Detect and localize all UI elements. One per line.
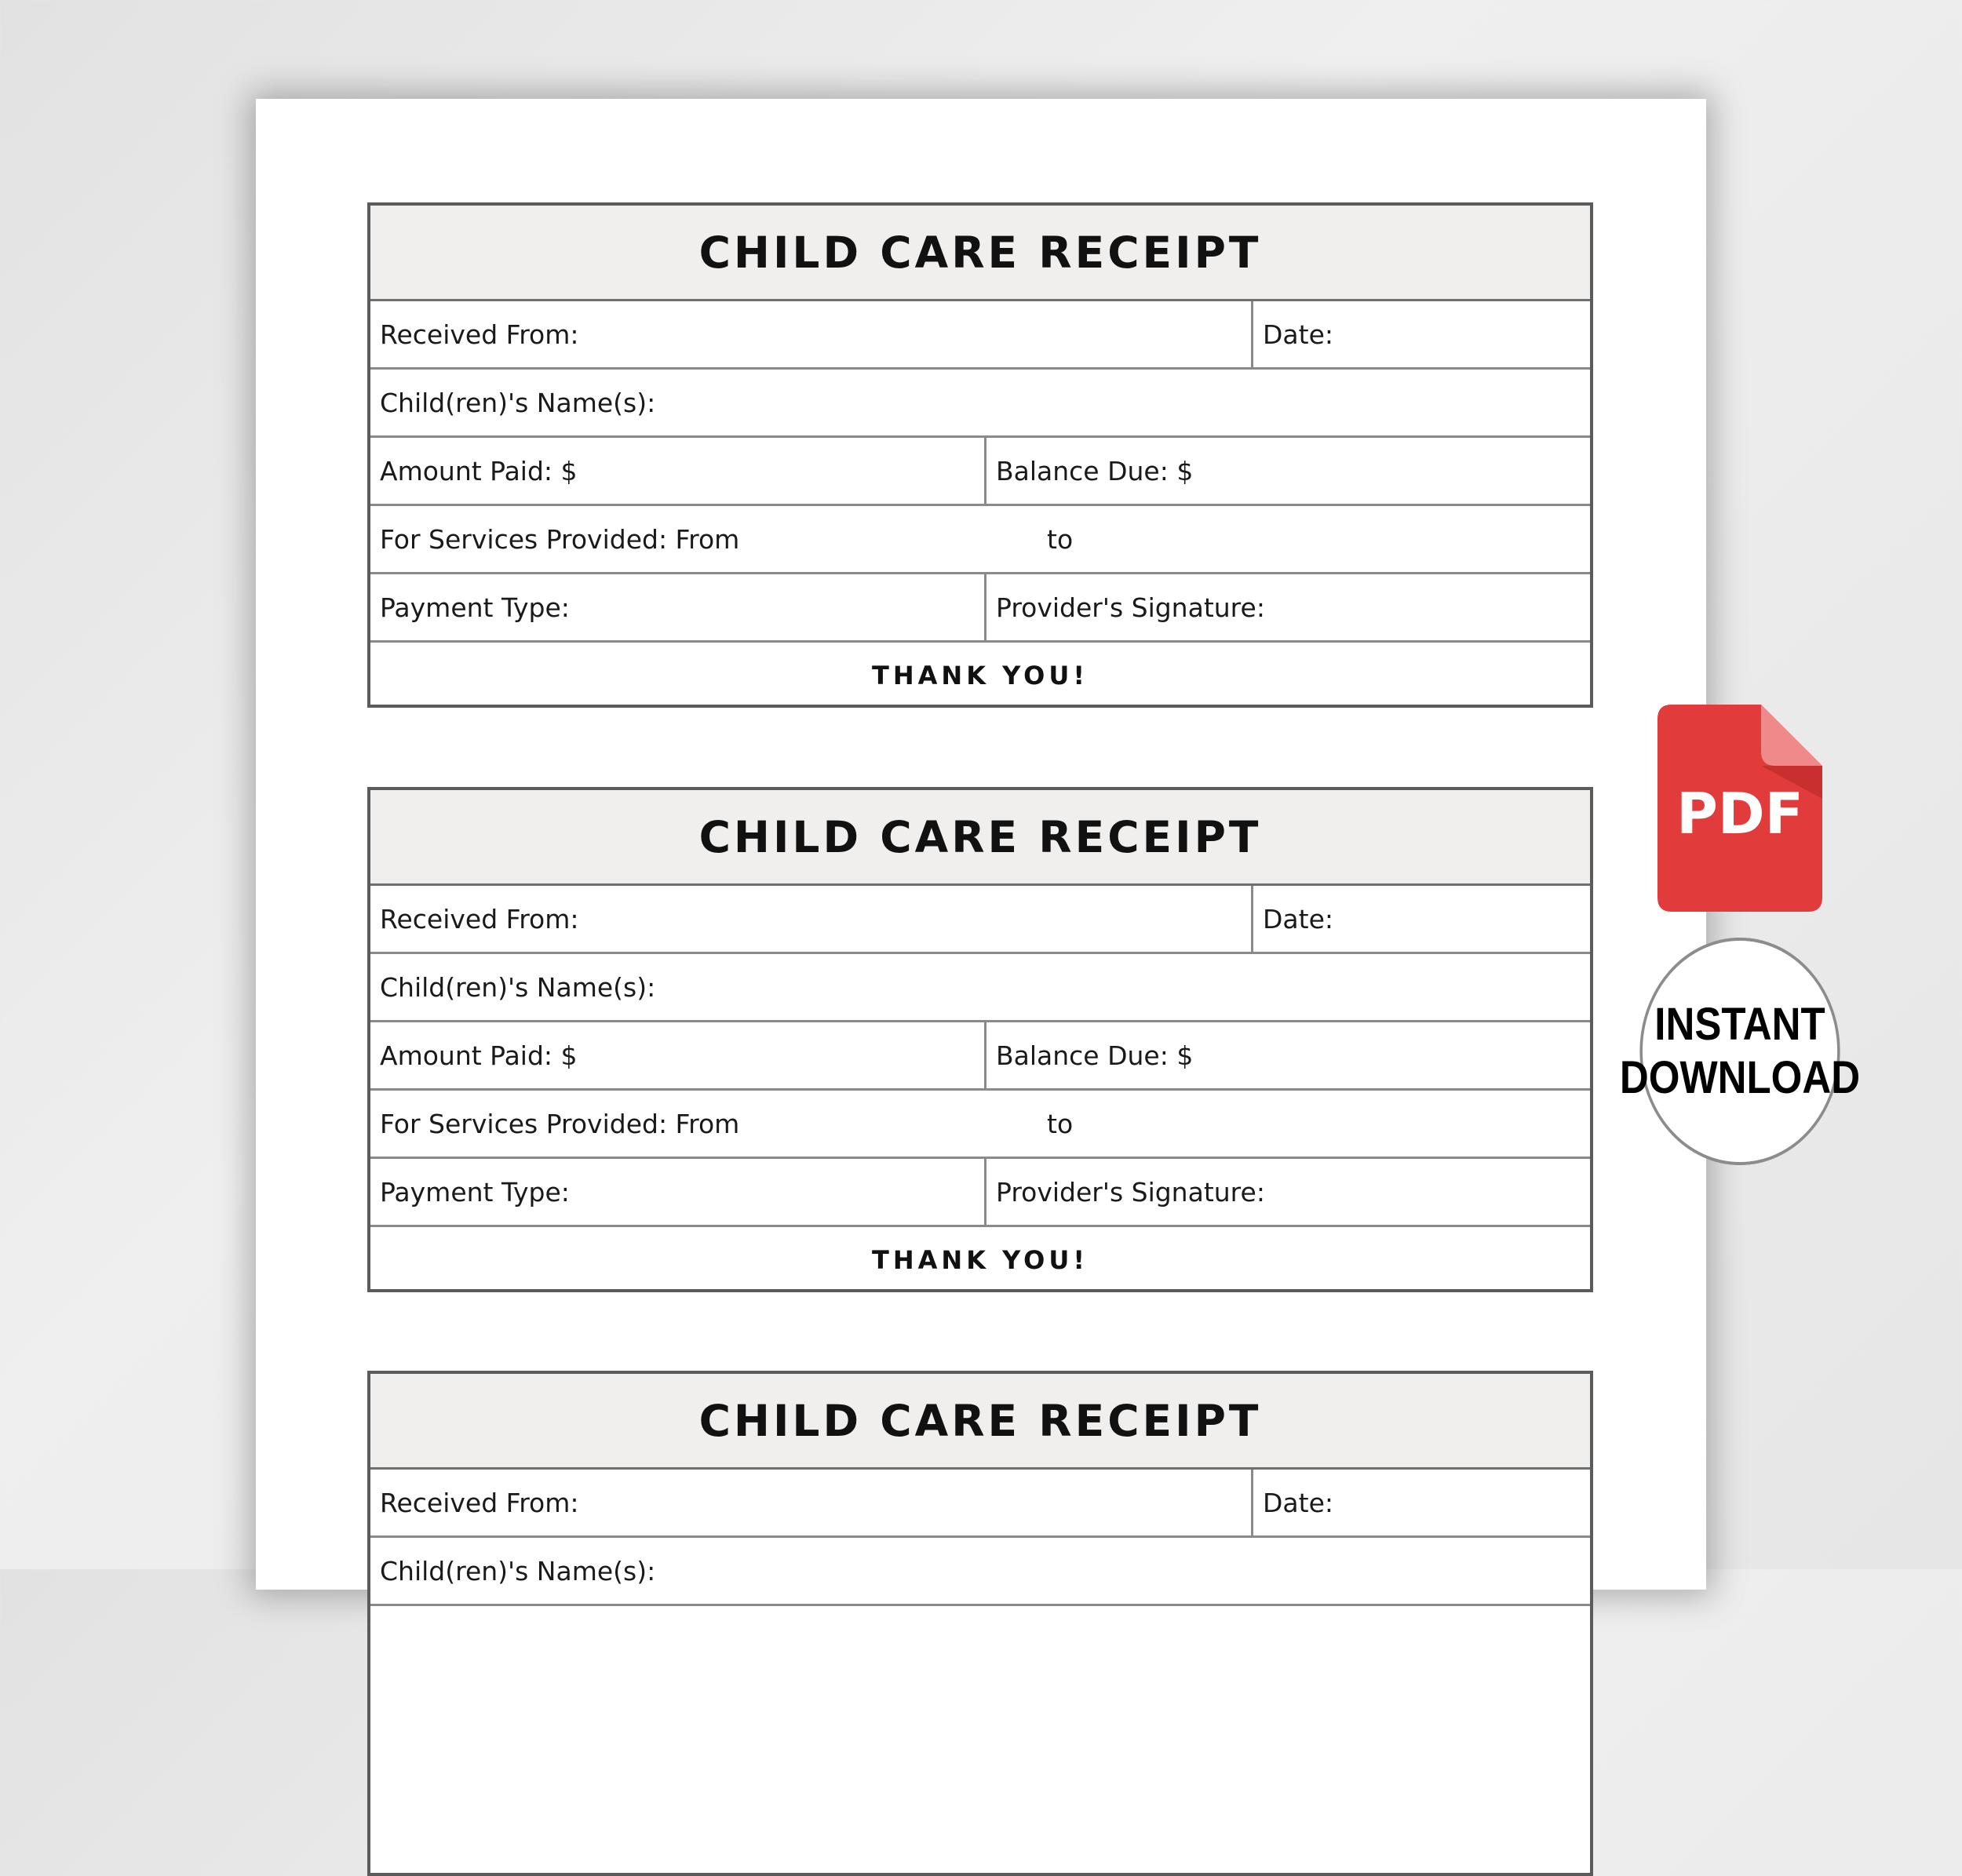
amount-paid-field[interactable]: Amount Paid: $ [380,1040,578,1071]
receipt-2 [367,787,1593,1292]
receipt-title: CHILD CARE RECEIPT [370,790,1590,886]
document-page [256,99,1706,1590]
thank-you-text: THANK YOU! [872,661,1089,690]
row-received [370,301,1590,370]
row-received [370,886,1590,954]
row-children [370,1538,1590,1606]
services-from-field[interactable]: For Services Provided: From [380,1108,740,1139]
services-to-label: to [1047,1108,1074,1139]
provider-signature-field[interactable]: Provider's Signature: [984,574,1590,640]
row-payment [370,1159,1590,1227]
receipt-3 [367,1371,1593,1876]
instant-text: INSTANT [1654,999,1825,1050]
children-names-field[interactable]: Child(ren)'s Name(s): [380,387,656,418]
services-to-label: to [1047,523,1074,555]
thank-you-text: THANK YOU! [872,1245,1089,1275]
date-field[interactable]: Date: [1251,886,1590,952]
receipt-1 [367,202,1593,708]
row-received [370,1470,1590,1538]
receipt-title: CHILD CARE RECEIPT [370,1374,1590,1470]
row-amount [370,1022,1590,1091]
receipt-title: CHILD CARE RECEIPT [370,206,1590,301]
row-services [370,506,1590,574]
row-payment [370,574,1590,643]
received-from-field[interactable]: Received From: [380,319,579,350]
row-services [370,1091,1590,1159]
download-text: DOWNLOAD [1619,1052,1861,1103]
row-amount [370,438,1590,506]
balance-due-field[interactable]: Balance Due: $ [984,438,1590,504]
children-names-field[interactable]: Child(ren)'s Name(s): [380,1555,656,1586]
amount-paid-field[interactable]: Amount Paid: $ [380,455,578,486]
pdf-file-icon [1657,705,1822,912]
payment-type-field[interactable]: Payment Type: [380,592,570,623]
provider-signature-field[interactable]: Provider's Signature: [984,1159,1590,1225]
balance-due-field[interactable]: Balance Due: $ [984,1022,1590,1088]
children-names-field[interactable]: Child(ren)'s Name(s): [380,971,656,1003]
services-from-field[interactable]: For Services Provided: From [380,523,740,555]
row-children [370,954,1590,1022]
received-from-field[interactable]: Received From: [380,903,579,934]
instant-download-badge [1619,938,1861,1165]
date-field[interactable]: Date: [1251,301,1590,367]
row-children [370,370,1590,438]
pdf-label: PDF [1676,781,1803,847]
payment-type-field[interactable]: Payment Type: [380,1176,570,1208]
received-from-field[interactable]: Received From: [380,1487,579,1518]
date-field[interactable]: Date: [1251,1470,1590,1535]
